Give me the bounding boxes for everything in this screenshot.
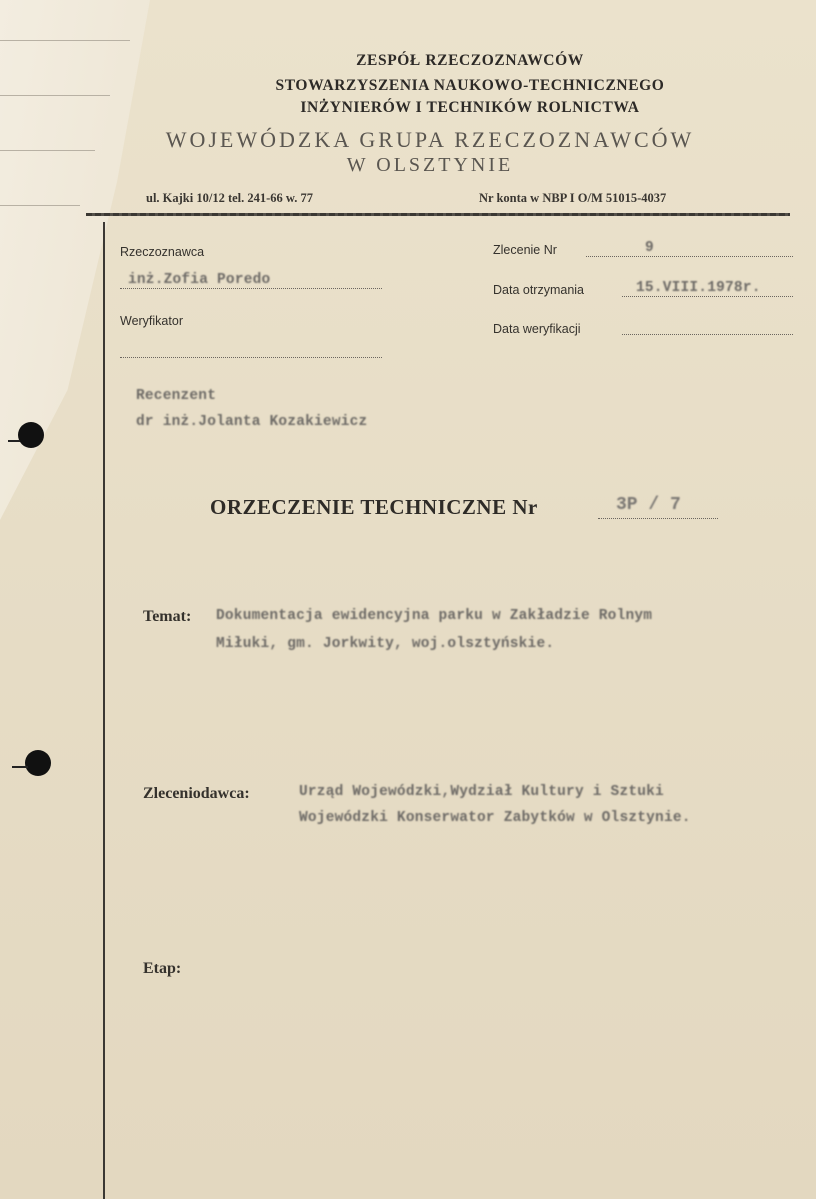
recenzent-value: dr inż.Jolanta Kozakiewicz: [136, 414, 368, 430]
zlecenie-line: [586, 256, 793, 257]
fastener-pin: [12, 766, 28, 768]
faint-line: [0, 95, 110, 96]
header-line-3: INŻYNIERÓW I TECHNIKÓW ROLNICTWA: [300, 99, 640, 116]
faint-line: [0, 150, 95, 151]
title-number: 3P / 7: [616, 495, 681, 515]
zleceniodawca-line-2: Wojewódzki Konserwator Zabytków w Olsztynie.: [299, 810, 691, 826]
data-otrzymania-label: Data otrzymania: [493, 283, 585, 297]
header-group-title: WOJEWÓDZKA GRUPA RZECZOZNAWCÓW: [165, 127, 695, 152]
data-otrzymania-value: 15.VIII.1978r.: [636, 280, 761, 296]
data-weryfikacji-label: Data weryfikacji: [493, 322, 581, 336]
margin-rule: [103, 222, 105, 1199]
punch-hole-bottom: [25, 750, 51, 776]
weryfikator-label: Weryfikator: [120, 314, 183, 328]
recenzent-label: Recenzent: [136, 388, 217, 404]
faint-line: [0, 205, 80, 206]
data-otrzymania-line: [622, 296, 793, 297]
faint-line: [0, 40, 130, 41]
data-weryfikacji-line: [622, 334, 793, 335]
title-number-line: [598, 518, 718, 519]
header-line-2: STOWARZYSZENIA NAUKOWO-TECHNICZNEGO: [275, 77, 665, 94]
zlecenie-label: Zlecenie Nr: [493, 243, 557, 257]
punch-hole-top: [18, 422, 44, 448]
header-city: W OLSZTYNIE: [346, 154, 514, 176]
rzeczoznawca-label: Rzeczoznawca: [120, 245, 205, 259]
rzeczoznawca-line: [120, 288, 382, 289]
temat-line-1: Dokumentacja ewidencyjna parku w Zakładzie Rolnym: [216, 608, 653, 624]
address: ul. Kajki 10/12 tel. 241-66 w. 77: [146, 191, 314, 205]
etap-label: Etap:: [143, 960, 182, 977]
zlecenie-value: 9: [645, 240, 654, 256]
weryfikator-line: [120, 357, 382, 358]
bank-account: Nr konta w NBP I O/M 51015-4037: [479, 191, 667, 205]
zleceniodawca-label: Zleceniodawca:: [143, 785, 250, 802]
temat-line-2: Miłuki, gm. Jorkwity, woj.olsztyńskie.: [216, 636, 555, 652]
header-line-1: ZESPÓŁ RZECZOZNAWCÓW: [356, 52, 584, 69]
temat-label: Temat:: [143, 608, 192, 625]
document-title: ORZECZENIE TECHNICZNE Nr: [210, 495, 538, 519]
fastener-pin: [8, 440, 20, 442]
rzeczoznawca-value: inż.Zofia Poredo: [128, 272, 271, 288]
header-rule: [86, 213, 790, 216]
zleceniodawca-line-1: Urząd Wojewódzki,Wydział Kultury i Sztuki: [299, 784, 664, 800]
